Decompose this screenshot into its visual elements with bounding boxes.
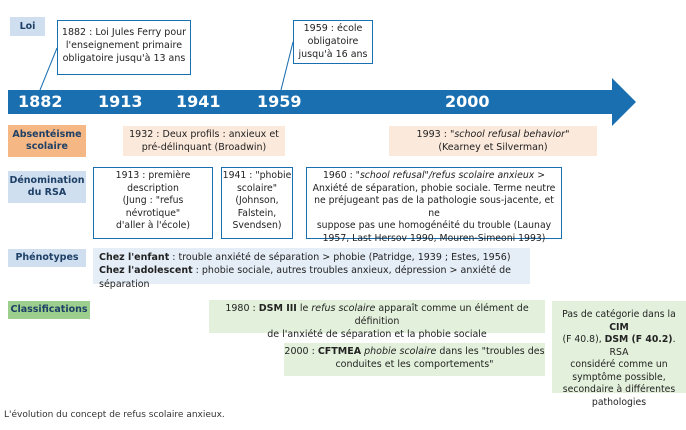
phenotypes-box: [93, 248, 530, 290]
loi-1959-box: 1959 : école obligatoire jusqu'à 16 ans: [293, 20, 373, 64]
classifications-cim-box: [552, 301, 686, 408]
classifications-2000-suffix: dans les "troubles des conduites et les comportements": [335, 346, 545, 370]
year-2000: 2000: [445, 92, 490, 111]
year-1913: 1913: [98, 92, 143, 111]
classifications-2000-box: [284, 343, 545, 376]
phenotypes-ado-label: Chez l'adolescent: [99, 265, 193, 277]
classifications-1980-box: [209, 300, 545, 340]
year-1941: 1941: [176, 92, 221, 111]
denomination-label: Dénomination du RSA: [8, 171, 86, 203]
classifications-2000-italic: phobie scolaire: [361, 346, 437, 357]
phenotypes-enfant-label: Chez l'enfant: [99, 252, 170, 263]
phenotypes-ado-text: : phobie sociale, autres troubles anxieux, dépression > anxiété de séparation: [99, 265, 511, 290]
loi-1882-box: 1882 : Loi Jules Ferry pour l'enseignement primaire obligatoire jusqu'à 13 ans: [57, 20, 191, 75]
classifications-1980-dsm: DSM III: [258, 303, 297, 314]
absenteisme-1993-suffix: " (Kearney et Silverman): [438, 129, 570, 153]
denomination-1941-box: 1941 : "phobie scolaire" (Johnson, Falstein, Svendsen): [221, 167, 293, 239]
phenotypes-enfant: [99, 251, 530, 264]
absenteisme-1993-box: [389, 126, 597, 156]
year-1959: 1959: [257, 92, 302, 111]
classifications-1980-suffix: apparaît comme un élément de définition de l'anxiété de séparation et la phobie sociale: [267, 303, 529, 340]
denomination-1960-suffix: > Anxiété de séparation, phobie sociale. Terme neutre ne préjugeant pas de la pathologie sous-jacente, et ne suppose pas une homogénéité du trouble (Launay 1957, Last Hersov 1990, Mouren-Simeoni 1993): [312, 170, 556, 244]
classifications-1980-year: 1980 :: [225, 303, 259, 314]
classifications-cim-a: Pas de catégorie dans la: [562, 309, 676, 320]
denomination-1913-box: 1913 : première description (Jung : "refus névrotique" d'aller à l'école): [93, 167, 213, 239]
classifications-label: Classifications: [8, 301, 90, 319]
classifications-2000-year: 2000 :: [284, 346, 318, 357]
absenteisme-1932-box: 1932 : Deux profils : anxieux et pré-délinquant (Broadwin): [123, 126, 285, 156]
phenotypes-label: Phénotypes: [8, 249, 86, 267]
classifications-cim-dsm: DSM (F 40.2): [604, 334, 673, 346]
loi-label: Loi: [10, 17, 45, 36]
denomination-1960-prefix: 1960 : ": [322, 170, 360, 181]
phenotypes-enfant-text: : trouble anxiété de séparation > phobie (Patridge, 1939 ; Estes, 1956): [169, 252, 511, 263]
classifications-cim-cim: CIM: [609, 321, 629, 333]
classifications-cim-b: (F 40.8),: [562, 334, 602, 346]
year-1882: 1882: [18, 92, 63, 111]
denomination-1960-box: [306, 167, 562, 244]
classifications-2000-cftmea: CFTMEA: [317, 346, 362, 357]
absenteisme-label: Absentéisme scolaire: [8, 125, 86, 157]
denomination-1960-italic: school refusal"/refus scolaire anxieux: [359, 170, 535, 181]
absenteisme-1993-italic: school refusal behavior: [454, 129, 566, 140]
caption: L'évolution du concept de refus scolaire anxieux.: [4, 410, 225, 420]
classifications-cim-c: . RSA considéré comme un symptôme possible, secondaire à différentes pathologies: [562, 334, 676, 408]
phenotypes-ado: [99, 264, 530, 291]
timeline-years: [0, 90, 640, 114]
classifications-1980-italic: refus scolaire: [311, 303, 376, 314]
classifications-1980-mid: le: [296, 303, 312, 314]
absenteisme-1993-prefix: 1993 : ": [416, 129, 455, 140]
